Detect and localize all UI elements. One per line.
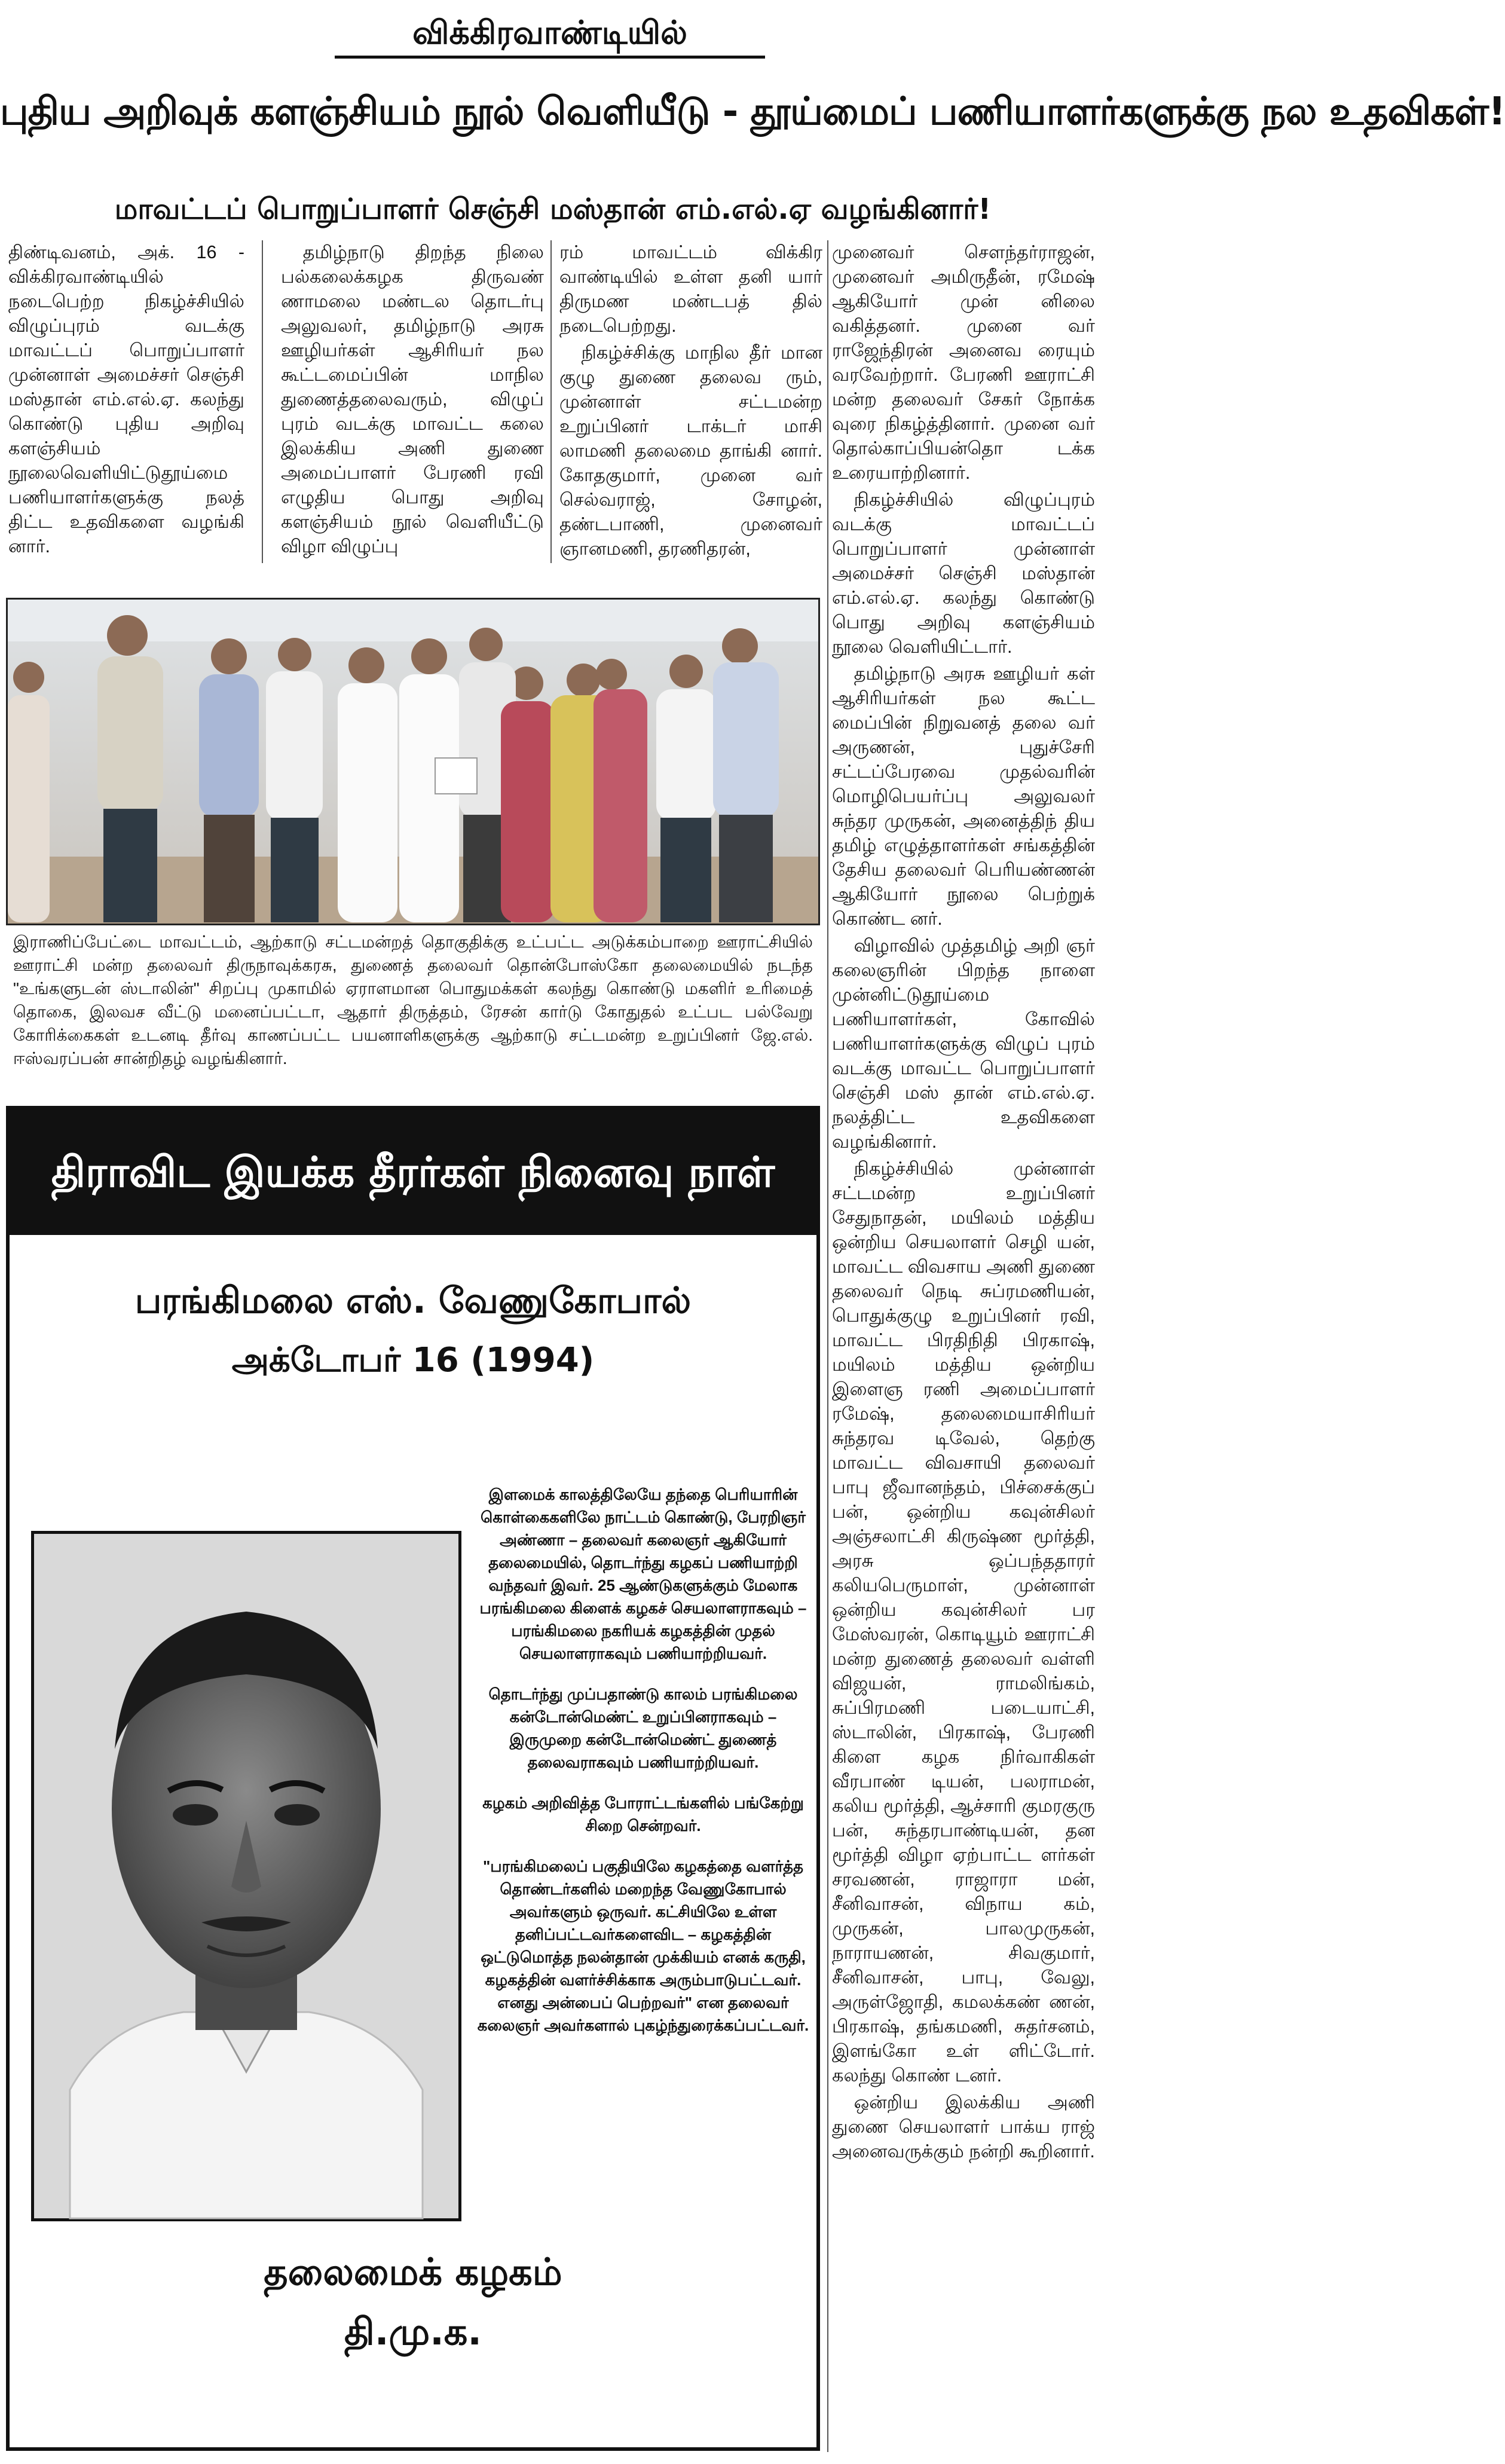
kicker-title: விக்கிரவாண்டியில் (335, 11, 765, 59)
memorial-date: அக்டோபர் 16 (1994) (231, 1341, 595, 1380)
memorial-footer-org: தலைமைக் கழகம் (264, 2250, 562, 2294)
article-paragraph: தமிழ்நாடு திறந்த நிலை பல்கலைக்கழக திருவண் ணாமலை மண்டல தொடர்பு அலுவலர், தமிழ்நாடு அரசு ஊழியர்கள் ஆசிரியர் நல கூட்டமைப்பின் மாநில துணைத்தலைவரும், விழுப் புரம் வடக்கு மாவட்ட கலை இலக்கிய அணி துணை அமைப்பாளர் பேரணி ரவி எழுதிய பொது அறிவு களஞ்சியம் நூல் வெளியீட்டு விழா விழுப்பு (281, 242, 544, 557)
column-divider (550, 240, 552, 563)
memorial-ad (6, 1106, 820, 2451)
headline: புதிய அறிவுக் களஞ்சியம் நூல் வெளியீடு - தூய்மைப் பணியாளர்களுக்கு நல உதவிகள்! (0, 90, 1505, 134)
article-column-4 (832, 240, 1095, 2464)
memorial-paragraph: இளமைக் காலத்திலேயே தந்தை பெரியாரின் கொள்கைகளிலே நாட்டம் கொண்டு, பேரறிஞர் அண்ணா – தலைவர் கலைஞர் ஆகியோர் தலைமையில், தொடர்ந்து கழகப் பணியாற்றி வந்தவர் இவர். 25 ஆண்டுகளுக்கும் மேலாக பரங்கிமலை கிளைக் கழகச் செயலாளராகவும் – பரங்கிமலை நகரியக் கழகத்தின் முதல் செயலாளராகவும் பணியாற்றியவர். (479, 1485, 807, 1662)
memorial-paragraph: தொடர்ந்து முப்பதாண்டு காலம் பரங்கிமலை கன்டோன்மெண்ட் உறுப்பினராகவும் – இருமுறை கன்டோன்மெண்ட் துணைத் தலைவராகவும் பணியாற்றியவர். (488, 1685, 798, 1771)
memorial-paragraph: கழகம் அறிவித்த போராட்டங்களில் பங்கேற்று சிறை சென்றவர். (482, 1794, 804, 1835)
portrait-photo (31, 1531, 461, 2221)
memorial-footer-party: தி.மு.க. (344, 2310, 482, 2353)
memorial-person-name: பரங்கிமலை எஸ். வேணுகோபால் (134, 1280, 692, 1322)
article-paragraph: நிகழ்ச்சிக்கு மாநில தீர் மான குழு துணை தலைவ ரும், முன்னாள் சட்டமன்ற உறுப்பினர் டாக்டர் மாசி லாமணி தலைமை தாங்கி னார். கோதகுமார், முனை வர் செல்வராஜ், சோழன், தண்டபாணி, முனைவர் ஞானமணி, தரணிதரன், (559, 343, 822, 559)
article-paragraph: முனைவர் சௌந்தர்ராஜன், முனைவர் அமிருதீன், ரமேஷ் ஆகியோர் முன் னிலை வகித்தனர். முனை வர் ராஜேந்திரன் அனைவ ரையும் வரவேற்றார். பேரணி ஊராட்சி மன்ற தலைவர் சேகர் நோக்க வுரை நிகழ்த்தினார். முனை வர் தொல்காப்பியன்தொ டக்க உரையாற்றினார். (832, 242, 1095, 483)
article-column-3 (559, 240, 822, 563)
column-divider (262, 240, 263, 563)
column-divider (827, 240, 828, 2452)
subheadline: மாவட்டப் பொறுப்பாளர் செஞ்சி மஸ்தான் எம்.எல்.ஏ வழங்கினார்! (114, 192, 992, 226)
article-paragraph: நிகழ்ச்சியில் முன்னாள் சட்டமன்ற உறுப்பினர் சேதுநாதன், மயிலம் மத்திய ஒன்றிய செயலாளர் செழி யன், மாவட்ட விவசாய அணி துணை தலைவர் நெடி சுப்ரமணியன், பொதுக்குழு உறுப்பினர் ரவி, மாவட்ட பிரதிநிதி பிரகாஷ், மயிலம் மத்திய ஒன்றிய இளைஞ ரணி அமைப்பாளர் ரமேஷ், தலைமையாசிரியர் சுந்தரவ டிவேல், தெற்கு மாவட்ட விவசாயி தலைவர் பாபு ஜீவானந்தம், பிச்சைக்குப் பன், ஒன்றிய கவுன்சிலர் அஞ்சலாட்சி கிருஷ்ண மூர்த்தி, அரசு ஒப்பந்ததாரர் கலியபெருமாள், முன்னாள் ஒன்றிய கவுன்சிலர் பர மேஸ்வரன், கொடியூம் ஊராட்சி மன்ற துணைத் தலைவர் வள்ளி விஜயன், ராமலிங்கம், சுப்பிரமணி படையாட்சி, ஸ்டாலின், பிரகாஷ், பேரணி கிளை கழக நிர்வாகிகள் வீரபாண் டியன், பலராமன், கலிய மூர்த்தி, ஆச்சாரி குமரகுரு பன், சுந்தரபாண்டியன், தன மூர்த்தி விழா ஏற்பாட்ட ளர்கள் சரவணன், ராஜாரா மன், சீனிவாசன், விநாய கம், முருகன், பாலமுருகன், நாராயணன், சிவகுமார், சீனிவாசன், பாபு, வேலு, அருள்ஜோதி, கமலக்கண் ணன், பிரகாஷ், தங்கமணி, சுதர்சனம், இளங்கோ உள் ளிட்டோர். கலந்து கொண் டனர். (832, 1158, 1095, 2086)
event-photo (6, 598, 820, 925)
article-paragraph: தமிழ்நாடு அரசு ஊழியர் கள் ஆசிரியர்கள் நல கூட்ட மைப்பின் நிறுவனத் தலை வர் அருணன், புதுச்சேரி சட்டப்பேரவை முதல்வரின் மொழிபெயர்ப்பு அலுவலர் சுந்தர முருகன், அனைத்திந் திய தமிழ் எழுத்தாளர்கள் சங்கத்தின் தேசிய தலைவர் பெரியண்ணன் ஆகியோர் நூலை பெற்றுக் கொண்ட னர். (832, 664, 1095, 929)
photo-caption: இராணிப்பேட்டை மாவட்டம், ஆற்காடு சட்டமன்றத் தொகுதிக்கு உட்பட்ட அடுக்கம்பாறை ஊராட்சியில் ஊராட்சி மன்ற தலைவர் திருநாவுக்கரசு, துணைத் தலைவர் தொன்போஸ்கோ தலைமையில் நடந்த "உங்களுடன் ஸ்டாலின்" சிறப்பு முகாமில் ஏராளமான பொதுமக்கள் கலந்து கொண்டு மகளிர் உரிமைத் தொகை, இலவச வீட்டு மனைப்பட்டா, ஆதார் திருத்தம், ரேசன் கார்டு கோதுதல் உட்பட பல்வேறு கோரிக்கைகள் உடனடி தீர்வு காணப்பட்ட பயனாளிகளுக்கு ஆற்காடு சட்டமன்ற உறுப்பினர் ஜே.எல். ஈஸ்வரப்பன் சான்றிதழ் வழங்கினார். (13, 933, 813, 1068)
article-paragraph: நிகழ்ச்சியில் விழுப்புரம் வடக்கு மாவட்டப் பொறுப்பாளர் முன்னாள் அமைச்சர் செஞ்சி மஸ்தான் எம்.எல்.ஏ. கலந்து கொண்டு பொது அறிவு களஞ்சியம் நூலை வெளியிட்டார். (832, 490, 1095, 657)
event-photo-illustration (8, 600, 818, 924)
article-column-1 (8, 240, 244, 563)
article-paragraph: விழாவில் முத்தமிழ் அறி ஞர் கலைஞரின் பிறந்த நாளை முன்னிட்டுதூய்மை பணியாளர்கள், கோவில் பணியாளர்களுக்கு விழுப் புரம் வடக்கு மாவட்ட பொறுப்பாளர் செஞ்சி மஸ் தான் எம்.எல்.ஏ. நலத்திட்ட உதவிகளை வழங்கினார். (832, 936, 1095, 1152)
article-paragraph: ரம் மாவட்டம் விக்கிர வாண்டியில் உள்ள தனி யார் திருமண மண்டபத் தில் நடைபெற்றது. (559, 242, 822, 336)
memorial-paragraph: "பரங்கிமலைப் பகுதியிலே கழகத்தை வளர்த்த தொண்டர்களில் மறைந்த வேணுகோபால் அவர்களும் ஒருவர். கட்சியிலே உள்ள தனிப்பட்டவர்களைவிட – கழகத்தின் ஒட்டுமொத்த நலன்தான் முக்கியம் எனக் கருதி, கழகத்தின் வளர்ச்சிக்காக அரும்பாடுபட்டவர். எனது அன்பைப் பெற்றவர்" என தலைவர் கலைஞர் அவர்களால் புகழ்ந்துரைக்கப்பட்டவர். (477, 1857, 809, 2034)
article-paragraph: திண்டிவனம், அக். 16 - விக்கிரவாண்டியில் நடைபெற்ற நிகழ்ச்சியில் விழுப்புரம் வடக்கு மாவட்டப் பொறுப்பாளர் முன்னாள் அமைச்சர் செஞ்சி மஸ்தான் எம்.எல்.ஏ. கலந்து கொண்டு புதிய அறிவு களஞ்சியம் நூலைவெளியிட்டுதூய்மை பணியாளர்களுக்கு நலத் திட்ட உதவிகளை வழங்கி னார். (8, 242, 244, 557)
memorial-biography (476, 1483, 810, 2212)
article-paragraph: ஒன்றிய இலக்கிய அணி துணை செயலாளர் பாக்ய ராஜ் அனைவருக்கும் நன்றி கூறினார். (832, 2092, 1095, 2162)
memorial-banner: திராவிட இயக்க தீரர்கள் நினைவு நாள் (10, 1109, 816, 1235)
portrait-illustration (34, 1534, 458, 2218)
article-column-2 (281, 240, 544, 563)
